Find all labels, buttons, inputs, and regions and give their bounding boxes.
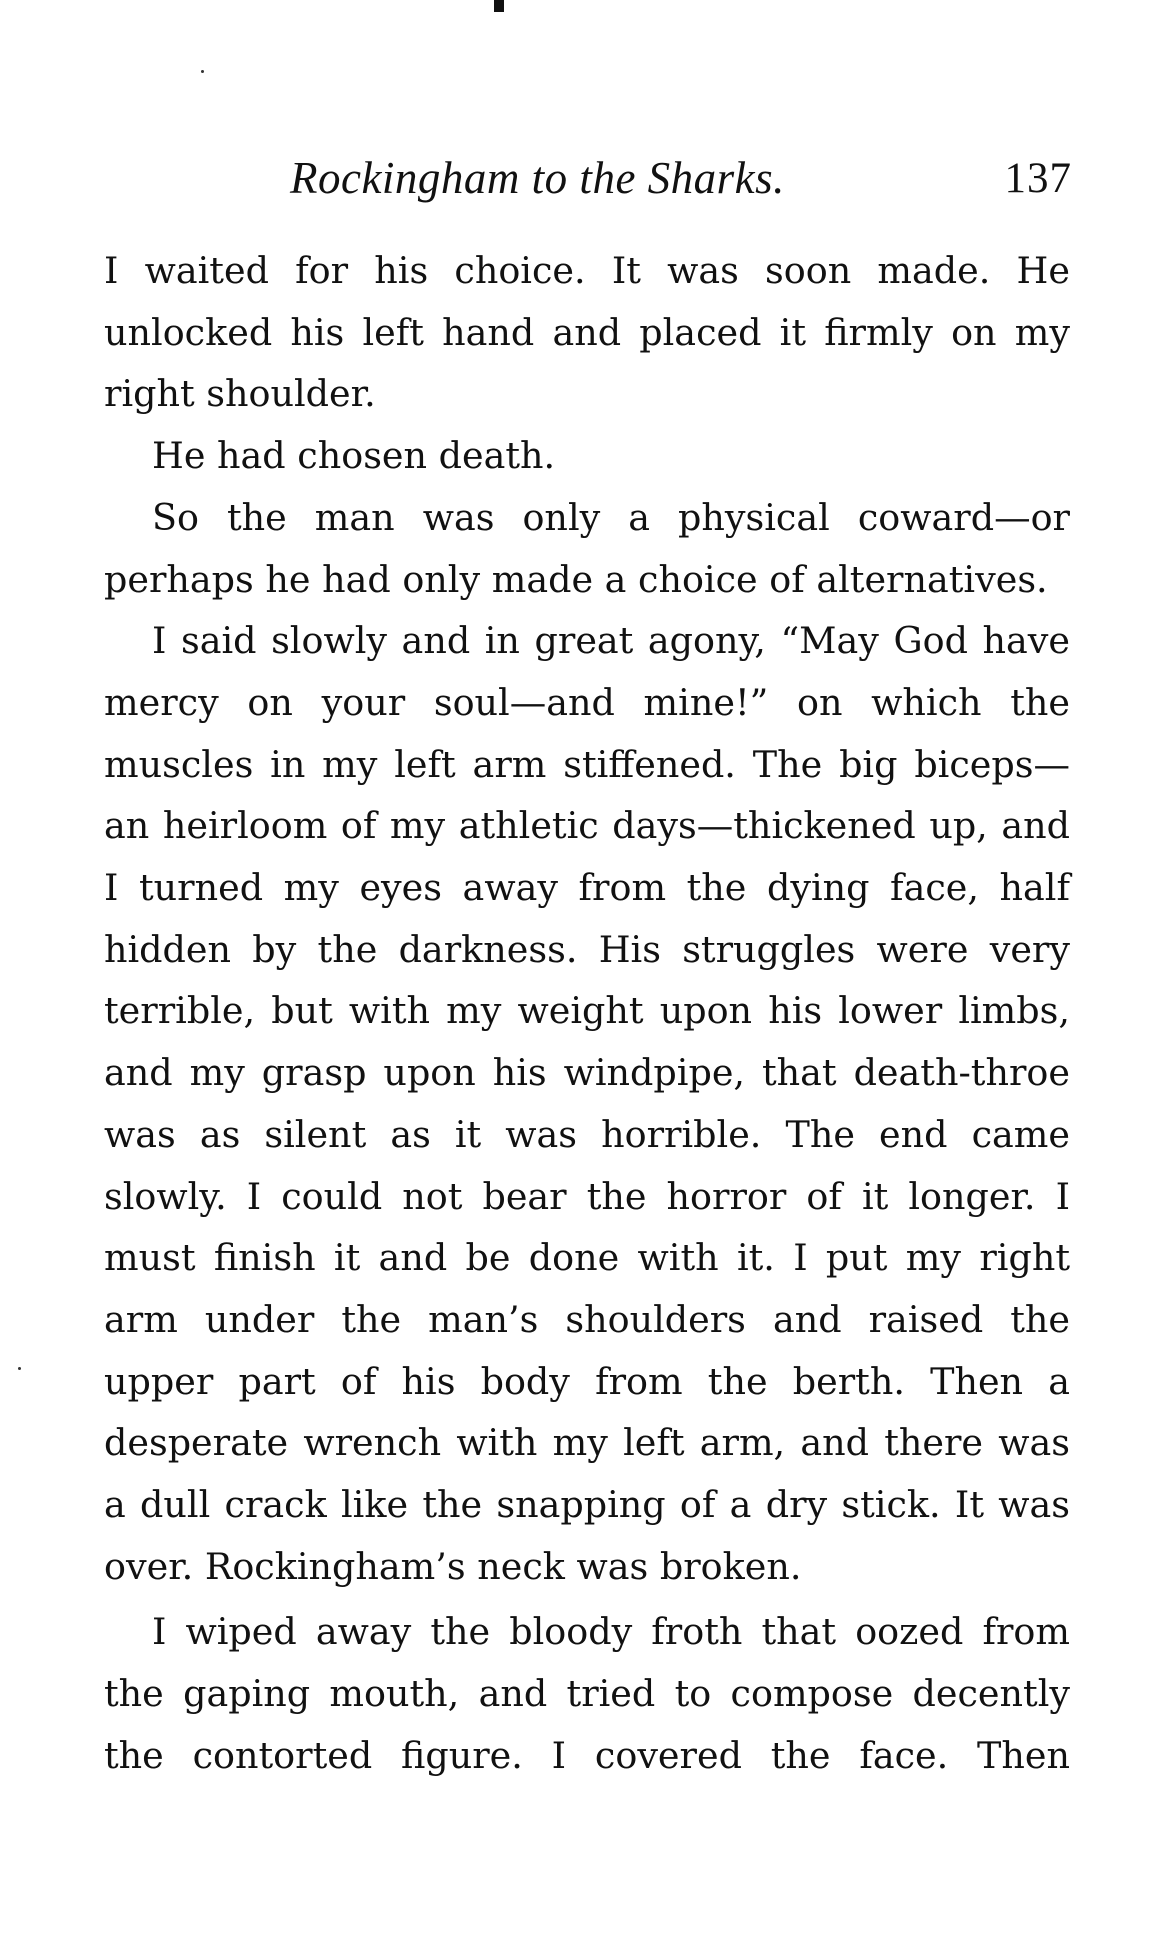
print-speck	[18, 1367, 21, 1370]
paragraph-5: I wiped away the bloody froth that oozed from the gaping mouth, and tried to compose decently the contorted figure. I covered the face. Then	[104, 1610, 1070, 1777]
running-title: Rockingham to the Sharks.	[290, 153, 785, 203]
running-head	[104, 152, 1072, 212]
page-number: 137	[1004, 155, 1072, 202]
paragraph-1: I waited for his choice. It was soon made. He unlocked his left hand and placed it firmly on my right shoulder.	[104, 249, 1070, 416]
print-mark	[494, 0, 504, 12]
body-text	[104, 240, 1070, 1787]
paragraph-4: I said slowly and in great agony, “May God have mercy on your soul—and mine!” on which the muscles in my left arm stiffened. The big biceps—an heirloom of my athletic days—thickened up, and I turned my eyes away from the dying face, half hidden by the darkness. His struggles were very terrible, but with my weight upon his lower limbs, and my grasp upon his windpipe, that death-throe was as silent as it was horrible. The end came slowly. I could not bear the horror of it longer. I must finish it and be done with it. I put my right arm under the man’s shoulders and raised the upper part of his body from the berth. Then a desperate wrench with my left arm, and there was a dull crack like the snapping of a dry stick. It was over. Rockingham’s neck was broken.	[104, 619, 1070, 1588]
paragraph-2: He had chosen death.	[152, 434, 556, 478]
paragraph-3: So the man was only a physical coward—or perhaps he had only made a choice of alternatives.	[104, 495, 1070, 601]
print-speck	[201, 70, 204, 73]
